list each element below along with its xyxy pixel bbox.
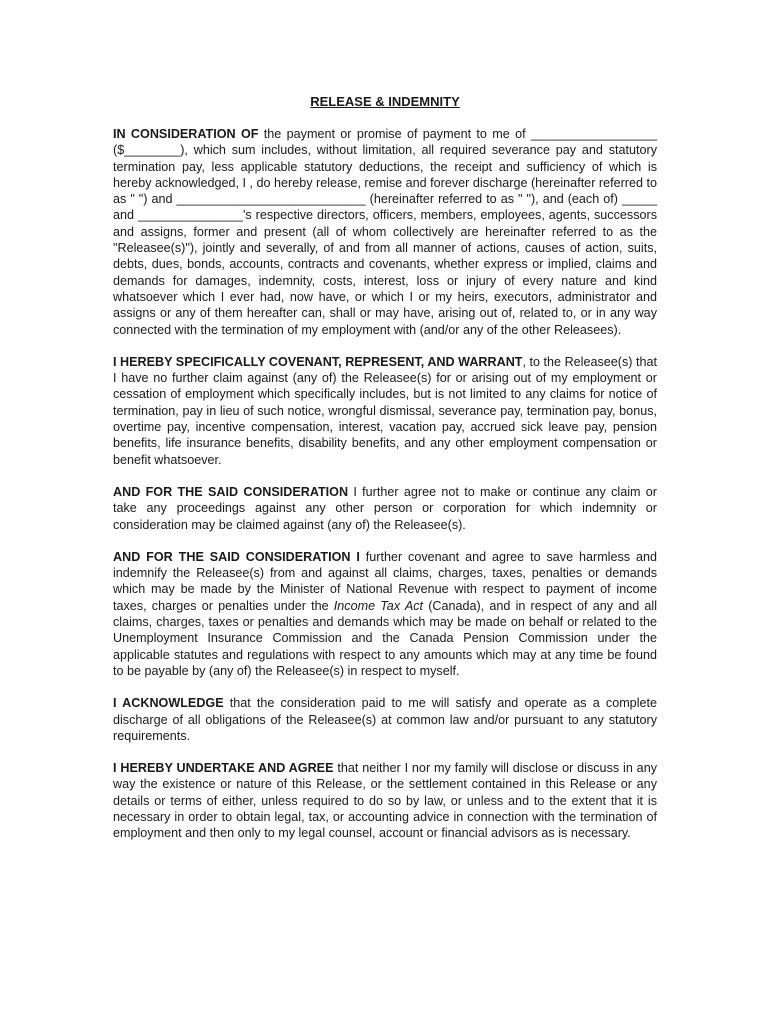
paragraph-covenant <box>113 354 657 468</box>
paragraph-text: further covenant and agree to save harmless and indemnify the Releasee(s) from and against all claims, charges, taxes, penalties or demands which may be made by the Minister of National Revenue with respect to payment of income taxes, charges or penalties under the <box>113 549 657 613</box>
paragraph-acknowledge <box>113 695 657 744</box>
paragraph-lead: AND FOR THE SAID CONSIDERATION <box>113 484 349 499</box>
paragraph-indemnify <box>113 549 657 679</box>
paragraph-lead: AND FOR THE SAID CONSIDERATION I <box>113 549 360 564</box>
paragraph-consideration <box>113 126 657 338</box>
paragraph-text: (Canada), and in respect of any and all claims, charges, taxes or penalties and demands which may be made on behalf or related to the Unemployment Insurance Commission and the Canada Pension Commission under the applicable statutes and regulations with respect to any amounts which may at any time be found to be payable by (any of) the Releasee(s) in respect to myself. <box>113 598 657 678</box>
paragraph-no-claims <box>113 484 657 533</box>
document-title: RELEASE & INDEMNITY <box>310 94 460 109</box>
paragraph-confidentiality <box>113 760 657 841</box>
paragraph-lead: I HEREBY SPECIFICALLY COVENANT, REPRESENT, AND WARRANT <box>113 354 523 369</box>
paragraph-text: , to the Releasee(s) that I have no further claim against (any of) the Releasee(s) for or arising out of my employment or cessation of employment which specifically includes, but is not limited to any claims for notice of termination, pay in lieu of such notice, wrongful dismissal, severance pay, termination pay, bonus, overtime pay, incentive compensation, interest, vacation pay, accrued sick leave pay, pension benefits, life insurance benefits, disability benefits, and any other employment compensation or benefit whatsoever. <box>113 354 657 467</box>
paragraph-italic-act: Income Tax Act <box>333 598 424 613</box>
paragraph-text: that the consideration paid to me will satisfy and operate as a complete discharge of all obligations of the Releasee(s) at common law and/or pursuant to any statutory requirements. <box>113 696 657 743</box>
paragraph-lead: I HEREBY UNDERTAKE AND AGREE <box>113 761 334 776</box>
paragraph-lead: I ACKNOWLEDGE <box>113 696 224 711</box>
paragraph-text: the payment or promise of payment to me of __________________ ($________), which sum includes, without limitation, all required severance pay and statutory termination pay, less applicable statutory deductions, the receipt and sufficiency of which is hereby acknowledged, I , do hereby release, remise and forever discharge (hereinafter referred to as " ") and ___________________________ (hereinafter referred to as " "), and (each of) _____ and _______________'s respective directors, officers, members, employees, agents, successors and assigns, former and present (all of whom collectively are hereinafter referred to as the "Releasee(s)"), jointly and severally, of and from all manner of actions, causes of action, suits, debts, dues, bonds, accounts, contracts and covenants, whether express or implied, claims and demands for damages, indemnity, costs, interest, loss or injury of every nature and kind whatsoever which I ever had, now have, or which I or my heirs, executors, administrator and assigns or any of them hereafter can, shall or may have, arising out of, related to, or in any way connected with the termination of my employment with (and/or any of the other Releasees). <box>113 127 657 337</box>
paragraph-lead: IN CONSIDERATION OF <box>113 127 259 141</box>
paragraph-text: that neither I nor my family will disclose or discuss in any way the existence or nature of this Release, or the settlement contained in this Release or any details or terms of either, unless required to do so by law, or unless and to the extent that it is necessary in order to obtain legal, tax, or accounting advice in connection with the termination of employment and then only to my legal counsel, account or financial advisors as is necessary. <box>113 761 657 841</box>
paragraph-text: I further agree not to make or continue any claim or take any proceedings against any other person or corporation for which indemnity or consideration may be claimed against (any of) the Releasee(s). <box>113 484 658 532</box>
document-body <box>113 126 657 858</box>
